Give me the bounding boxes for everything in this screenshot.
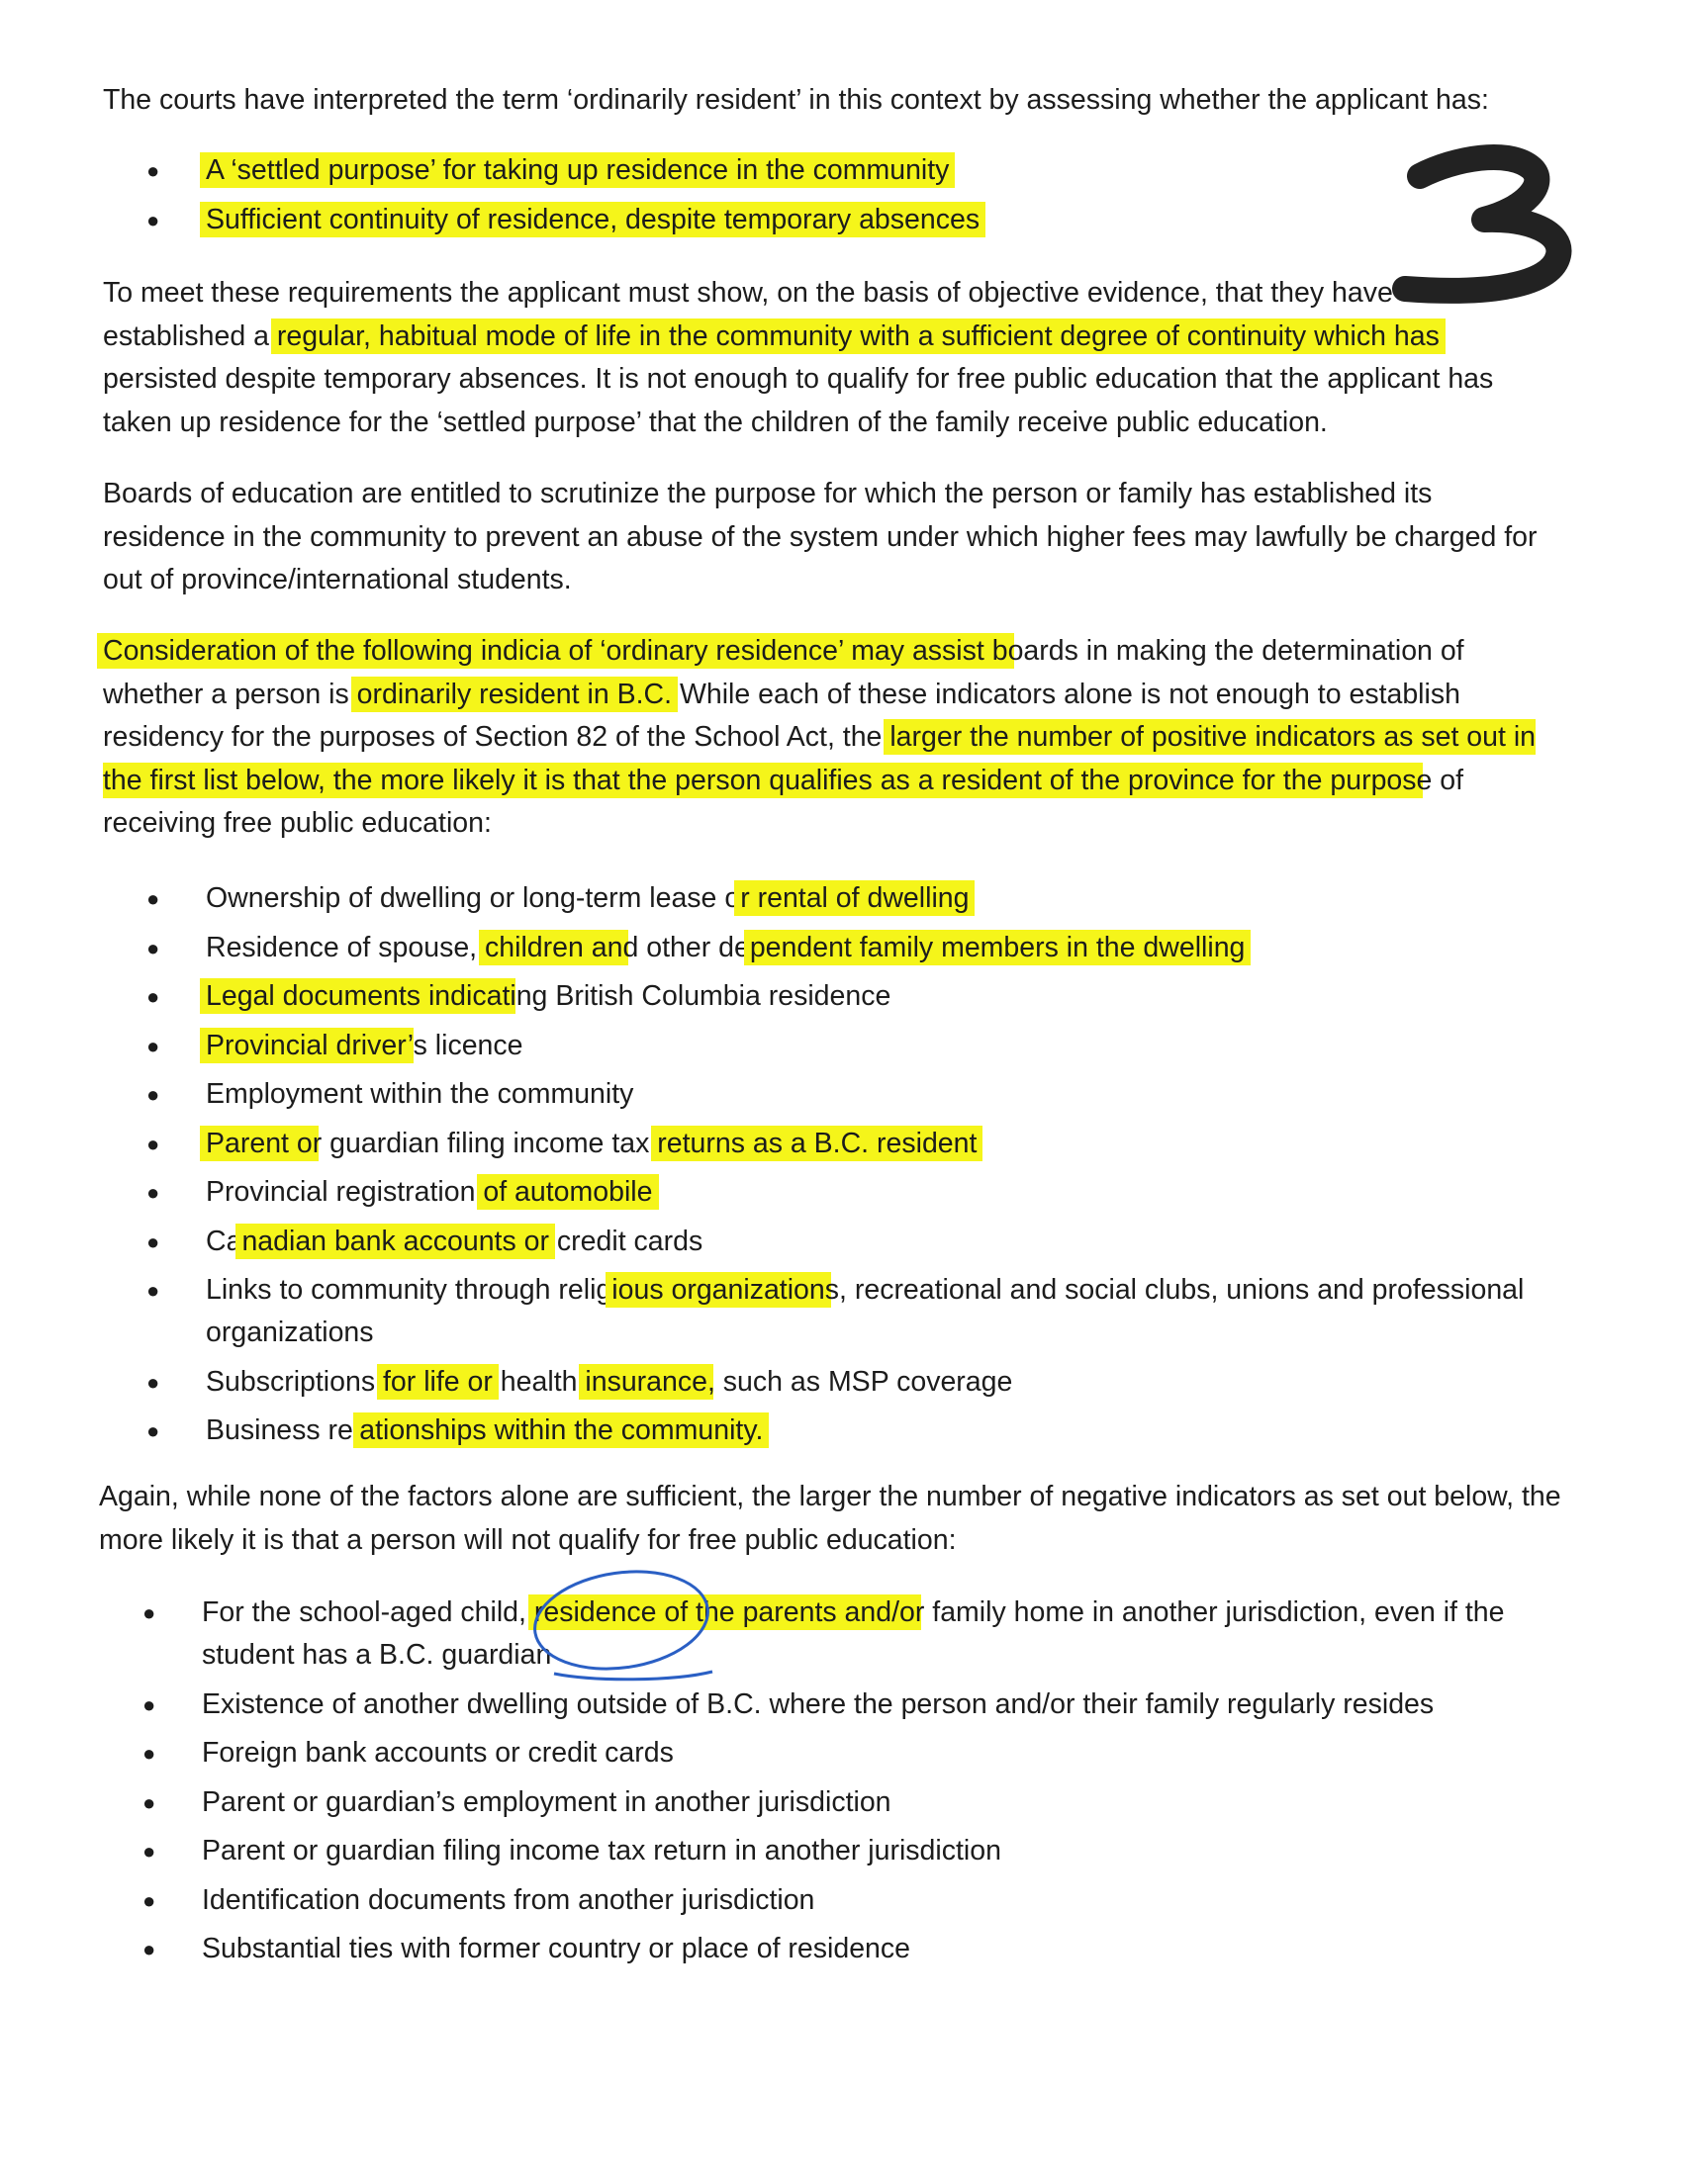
bullet-icon: ● xyxy=(146,1228,160,1254)
indicia-text: While each of these indicators alone is not enough to establish residency for the purposes of Section 82 of the School Act, the xyxy=(103,678,1460,753)
bullet-icon: ● xyxy=(142,1691,156,1717)
bullet-icon: ● xyxy=(146,886,160,911)
requirements-text-continued: persisted despite temporary absences. It is not enough to qualify for free public education that the applicant has taken up residence for the ‘settled purpose’ that the children of the family receive public education. xyxy=(103,363,1494,438)
list-item: ● Parent or guardian filing income tax return in another jurisdiction xyxy=(99,1830,1543,1872)
list-item: ● Parent or guardian’s employment in another jurisdiction xyxy=(99,1781,1543,1824)
bullet-icon: ● xyxy=(146,984,160,1009)
boards-paragraph: Boards of education are entitled to scrutinize the purpose for which the person or family has established its residence in the community to prevent an abuse of the system under which higher fees may lawfully be charged for out of province/international students. xyxy=(103,478,1538,595)
indicia-text: e of receiving free public education: xyxy=(103,764,1464,839)
bullet-icon: ● xyxy=(142,1600,156,1625)
bullet-icon: ● xyxy=(142,1741,156,1766)
highlighted-text: Sufficient continuity of residence, despite temporary absences xyxy=(206,203,981,235)
list-item: ● Links to community through religious organizations, recreational and social clubs, unions and professional organizations xyxy=(103,1269,1567,1354)
highlighted-text: A ‘settled purpose’ for taking up residence in the community xyxy=(206,154,950,186)
bullet-icon: ● xyxy=(142,1839,156,1864)
bullet-icon: ● xyxy=(146,158,160,183)
list-item: ● Employment within the community xyxy=(103,1073,1567,1116)
list-item: ● Substantial ties with former country or place of residence xyxy=(99,1928,1543,1970)
bullet-icon: ● xyxy=(146,1369,160,1395)
bullet-icon: ● xyxy=(146,207,160,232)
intro-paragraph: The courts have interpreted the term ‘ordinarily resident’ in this context by assessing whether the applicant has: xyxy=(103,84,1489,116)
highlighted-text: larger the number of positive indicators as set out in the first list below, the more likely it is that the person qualifies as a resident of the province for the purpos xyxy=(103,721,1537,796)
list-item: ● Subscriptions for life or health insurance, such as MSP coverage xyxy=(103,1361,1567,1404)
bullet-icon: ● xyxy=(146,935,160,960)
highlighted-text: ordinarily resident in B.C. xyxy=(356,678,673,710)
bullet-icon: ● xyxy=(142,1937,156,1961)
requirements-text: To meet these requirements the applicant must show, on the basis of objective evidence, that they have established a xyxy=(103,277,1393,352)
bullet-icon: ● xyxy=(146,1131,160,1156)
list-item: ● Legal documents indicating British Columbia residence xyxy=(103,975,1567,1018)
list-item: ● Ownership of dwelling or long-term lease or rental of dwelling xyxy=(103,877,1567,920)
negative-intro-paragraph: Again, while none of the factors alone are sufficient, the larger the number of negative indicators as set out below, the more likely it is that a person will not qualify for free public education: xyxy=(99,1481,1561,1556)
bullet-icon: ● xyxy=(146,1278,160,1303)
list-item: ● Provincial driver’s licence xyxy=(103,1025,1567,1067)
list-item: ● Identification documents from another jurisdiction xyxy=(99,1879,1543,1922)
list-item: ● Parent or guardian filing income tax returns as a B.C. resident xyxy=(103,1123,1567,1165)
list-item: ● Foreign bank accounts or credit cards xyxy=(99,1732,1543,1774)
bullet-icon: ● xyxy=(146,1418,160,1443)
list-item: ● Canadian bank accounts or credit cards xyxy=(103,1221,1567,1263)
list-item: ● Residence of spouse, children and other dependent family members in the dwelling xyxy=(103,927,1567,969)
bullet-icon: ● xyxy=(146,1180,160,1205)
list-item: ● For the school-aged child, residence of the parents and/or family home in another jurisdiction, even if the student has a B.C. guardian xyxy=(99,1592,1543,1677)
marker-number-3-icon xyxy=(1405,157,1558,291)
list-item: ● Existence of another dwelling outside of B.C. where the person and/or their family regularly resides xyxy=(99,1684,1543,1726)
highlighted-text: Consideration of the following indicia of ‘ordinary residence’ may assist b xyxy=(103,635,1008,667)
list-item: ● Business relationships within the community. xyxy=(103,1410,1567,1452)
pen-circle-icon xyxy=(528,1561,714,1680)
bullet-icon: ● xyxy=(146,1033,160,1058)
indicia-text: oards in making the determination of whether a person is xyxy=(103,635,1464,710)
bullet-icon: ● xyxy=(142,1887,156,1913)
highlighted-text: regular, habitual mode of life in the community with a sufficient degree of continuity which has xyxy=(276,319,1440,352)
list-item: ● Provincial registration of automobile xyxy=(103,1171,1567,1214)
bullet-icon: ● xyxy=(142,1789,156,1815)
bullet-icon: ● xyxy=(146,1082,160,1107)
